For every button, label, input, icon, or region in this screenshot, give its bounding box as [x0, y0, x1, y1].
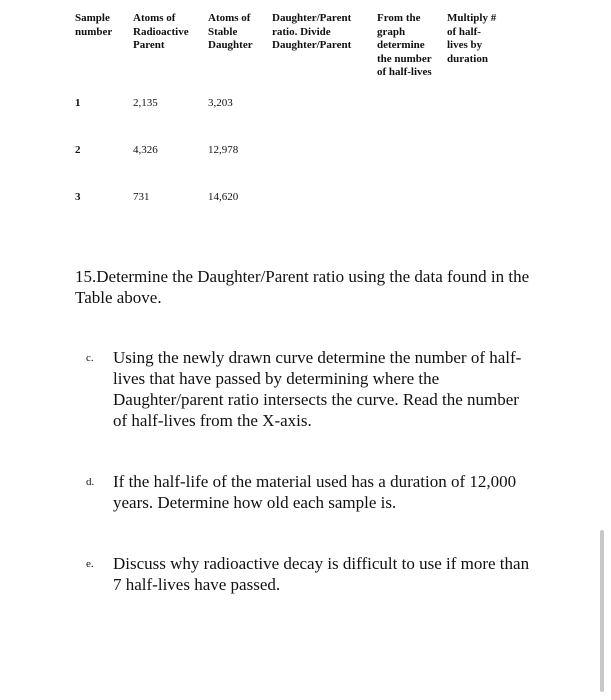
- subquestion-d: [86, 471, 533, 513]
- header-sample-number: Sample number: [75, 12, 113, 38]
- subquestion-d-text: If the half-life of the material used has a duration of 12,000 years. Determine how old each sample is.: [113, 472, 517, 512]
- row-2-sample: 2: [75, 144, 81, 156]
- subquestion-c-text: Using the newly drawn curve determine the number of half-lives that have passed by determining where the Daughter/parent ratio intersects the curve. Read the number of half-lives from the X-axis.: [113, 348, 522, 430]
- row-3-parent: 731: [133, 191, 150, 203]
- subquestion-e: [86, 553, 533, 595]
- question-15: 15.Determine the Daughter/Parent ratio using the data found in the Table above.: [75, 267, 530, 307]
- subquestion-c: [86, 347, 533, 431]
- subquestion-e-label: e.: [86, 558, 94, 570]
- subquestion-c-label: c.: [86, 352, 94, 364]
- header-radioactive-parent: Atoms of Radioactive Parent: [133, 12, 189, 51]
- row-1-daughter: 3,203: [208, 97, 233, 109]
- row-2-daughter: 12,978: [208, 144, 239, 156]
- vertical-scrollbar[interactable]: [600, 530, 604, 692]
- header-stable-daughter: Atoms of Stable Daughter: [208, 12, 253, 51]
- header-half-lives: From the graph determine the number of half-lives: [377, 12, 432, 78]
- row-3-sample: 3: [75, 191, 81, 203]
- subquestion-e-text: Discuss why radioactive decay is difficult to use if more than 7 half-lives have passed.: [113, 554, 530, 594]
- subquestion-d-label: d.: [86, 476, 95, 488]
- row-2-parent: 4,326: [133, 144, 158, 156]
- row-3-daughter: 14,620: [208, 191, 239, 203]
- header-duration: Multiply # of half- lives by duration: [447, 12, 497, 65]
- header-daughter-parent-ratio: Daughter/Parent ratio. Divide Daughter/Parent: [272, 12, 352, 51]
- row-1-parent: 2,135: [133, 97, 158, 109]
- row-1-sample: 1: [75, 97, 81, 109]
